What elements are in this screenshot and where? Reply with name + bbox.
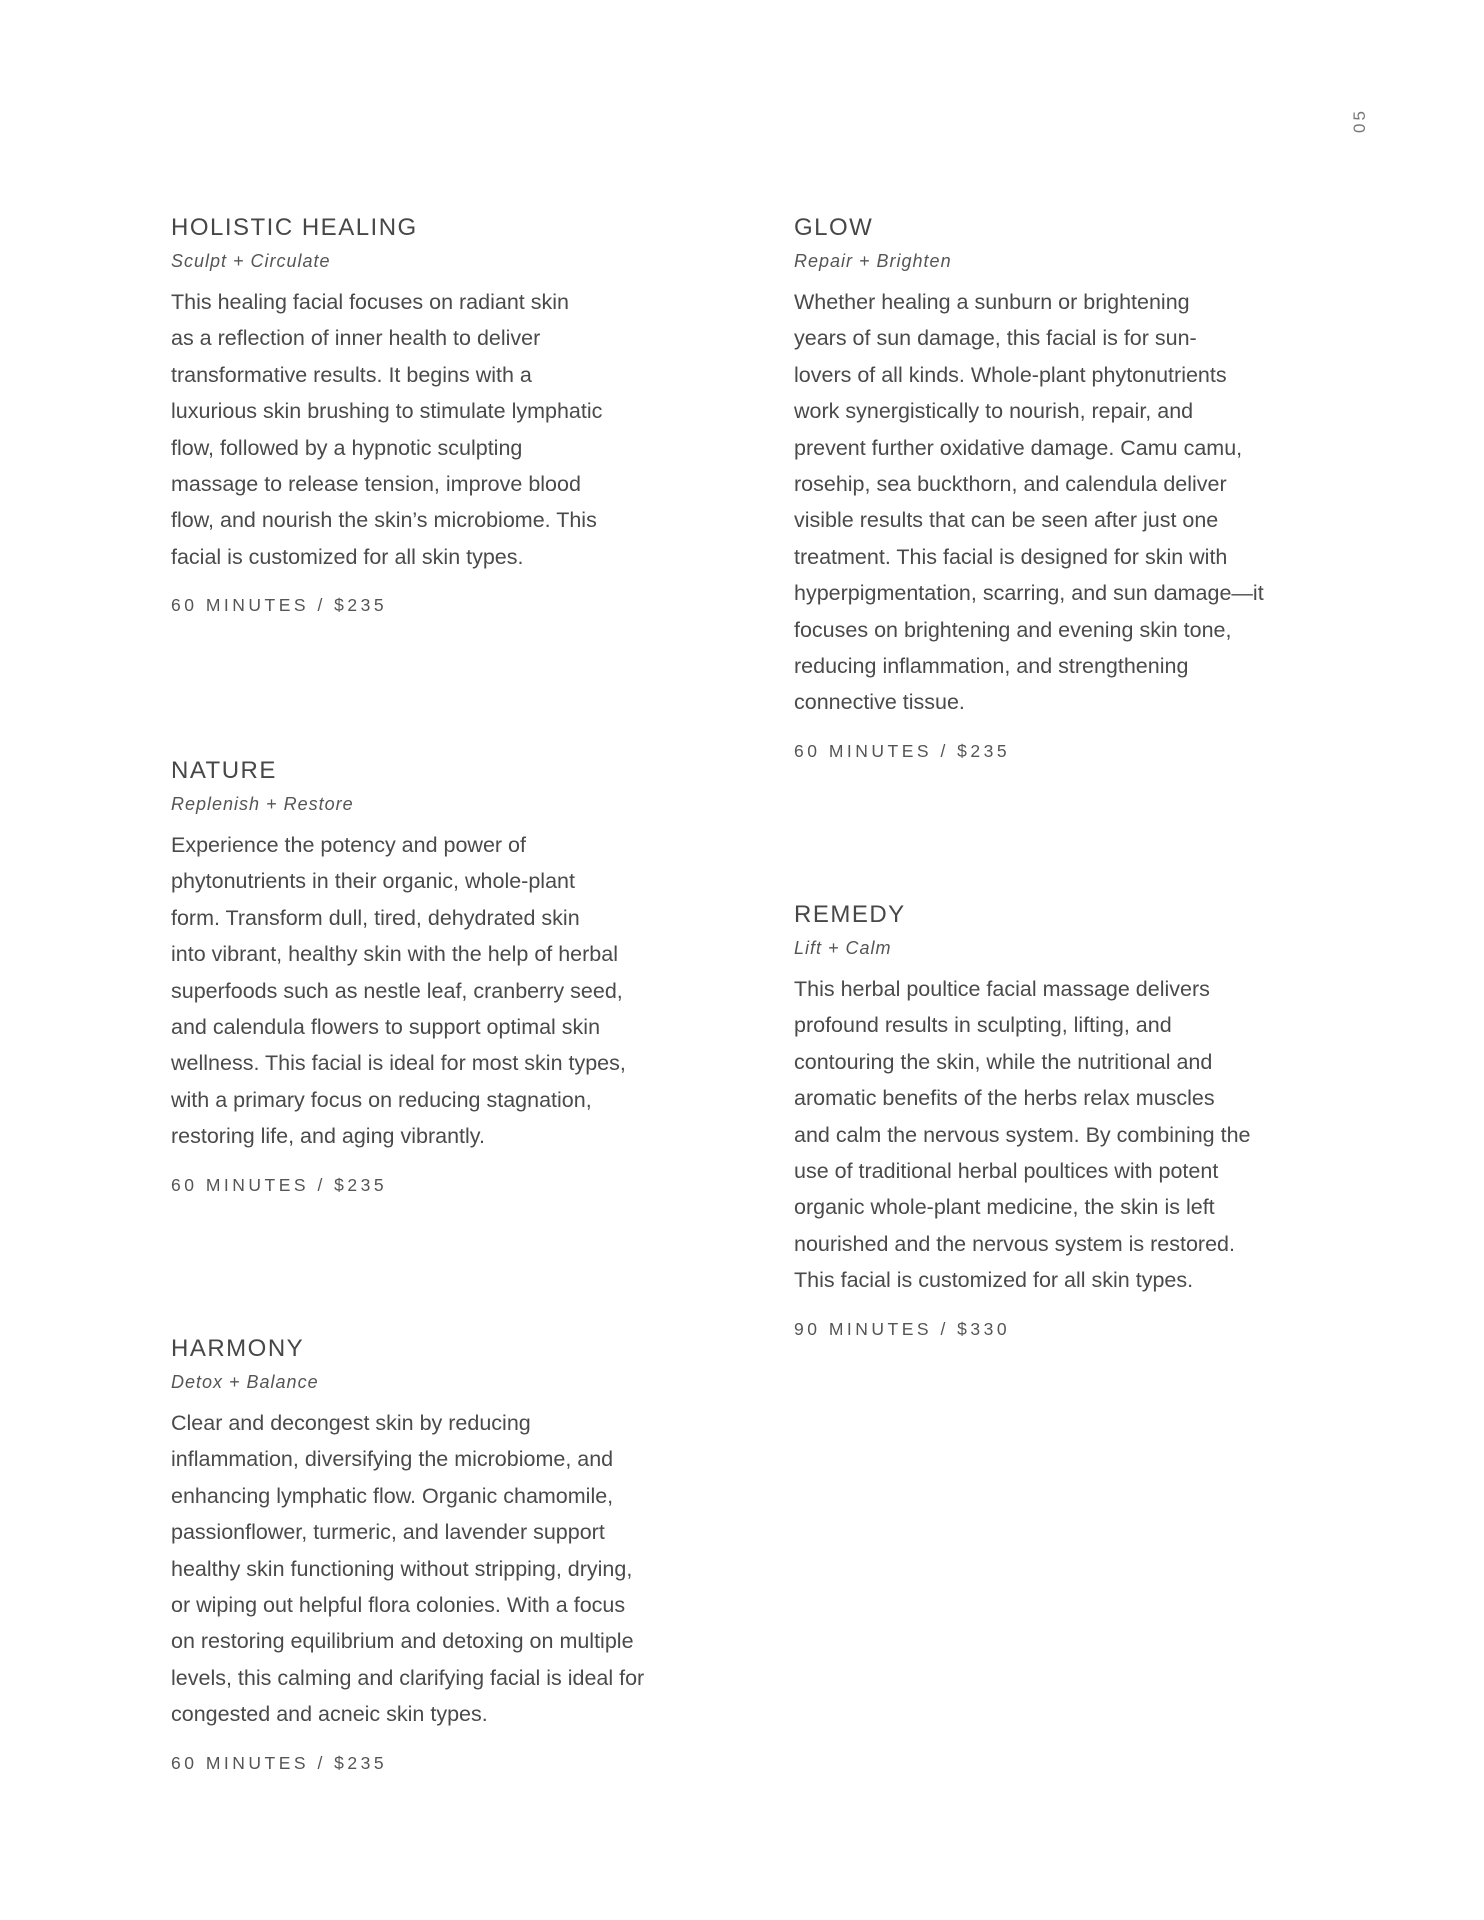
description-line: hyperpigmentation, scarring, and sun damage—it	[794, 581, 1264, 606]
service-title: HOLISTIC HEALING	[171, 214, 418, 241]
description-line: levels, this calming and clarifying facial is ideal for	[171, 1665, 645, 1690]
service-remedy	[794, 900, 1354, 1341]
description-line: Whether healing a sunburn or brightening	[794, 290, 1190, 314]
service-description	[794, 971, 1354, 1299]
service-glow	[794, 213, 1354, 763]
description-line: as a reflection of inner health to deliver	[171, 326, 541, 351]
service-subtitle: Replenish + Restore	[171, 794, 354, 814]
description-line: with a primary focus on reducing stagnation,	[171, 1087, 592, 1112]
description-line: connective tissue.	[794, 690, 965, 715]
description-line: reducing inflammation, and strengthening	[794, 654, 1189, 679]
description-line: use of traditional herbal poultices with potent	[794, 1159, 1219, 1184]
description-line: luxurious skin brushing to stimulate lymphatic	[171, 399, 603, 424]
service-subtitle: Detox + Balance	[171, 1372, 319, 1392]
service-subtitle: Sculpt + Circulate	[171, 251, 331, 271]
service-price: 60 MINUTES / $235	[171, 1174, 388, 1195]
description-line: work synergistically to nourish, repair, and	[794, 399, 1194, 424]
service-price: 60 MINUTES / $235	[794, 740, 1011, 761]
description-line: enhancing lymphatic flow. Organic chamomile,	[171, 1483, 614, 1508]
description-line: on restoring equilibrium and detoxing on multiple	[171, 1629, 634, 1654]
description-line: This herbal poultice facial massage delivers	[794, 977, 1210, 1001]
service-holistic-healing	[171, 213, 731, 617]
description-line: and calendula flowers to support optimal skin	[171, 1015, 601, 1040]
description-line: Experience the potency and power of	[171, 833, 526, 857]
description-line: superfoods such as nestle leaf, cranberry seed,	[171, 978, 623, 1003]
description-line: healthy skin functioning without stripping, drying,	[171, 1556, 633, 1581]
description-line: transformative results. It begins with a	[171, 362, 532, 387]
service-description	[171, 1405, 731, 1733]
description-line: inflammation, diversifying the microbiome, and	[171, 1447, 614, 1472]
page-number: 05	[1350, 108, 1369, 133]
description-line: years of sun damage, this facial is for sun-	[794, 326, 1197, 351]
description-line: nourished and the nervous system is restored.	[794, 1231, 1235, 1256]
service-subtitle: Repair + Brighten	[794, 251, 952, 271]
service-price: 60 MINUTES / $235	[171, 1752, 388, 1773]
service-description	[794, 284, 1354, 721]
description-line: massage to release tension, improve blood	[171, 472, 581, 497]
service-description	[171, 284, 731, 575]
service-price: 90 MINUTES / $330	[794, 1318, 1011, 1339]
description-line: profound results in sculpting, lifting, and	[794, 1013, 1172, 1038]
service-title: HARMONY	[171, 1335, 305, 1362]
description-line: restoring life, and aging vibrantly.	[171, 1124, 485, 1149]
description-line: visible results that can be seen after just one	[794, 508, 1219, 533]
description-line: facial is customized for all skin types.	[171, 544, 524, 569]
description-line: lovers of all kinds. Whole-plant phytonutrients	[794, 362, 1227, 387]
description-line: flow, followed by a hypnotic sculpting	[171, 435, 523, 460]
description-line: aromatic benefits of the herbs relax muscles	[794, 1086, 1215, 1111]
description-line: form. Transform dull, tired, dehydrated skin	[171, 905, 580, 930]
description-line: This healing facial focuses on radiant skin	[171, 290, 569, 314]
service-price: 60 MINUTES / $235	[171, 595, 388, 616]
description-line: flow, and nourish the skin’s microbiome. This	[171, 508, 597, 533]
description-line: congested and acneic skin types.	[171, 1702, 488, 1727]
service-nature	[171, 756, 731, 1197]
description-line: contouring the skin, while the nutritional and	[794, 1049, 1213, 1074]
description-line: Clear and decongest skin by reducing	[171, 1411, 531, 1435]
service-title: REMEDY	[794, 901, 906, 928]
description-line: focuses on brightening and evening skin tone,	[794, 617, 1232, 642]
description-line: rosehip, sea buckthorn, and calendula deliver	[794, 472, 1227, 497]
service-subtitle: Lift + Calm	[794, 938, 892, 958]
description-line: and calm the nervous system. By combining the	[794, 1122, 1251, 1147]
description-line: treatment. This facial is designed for skin with	[794, 544, 1228, 569]
description-line: or wiping out helpful flora colonies. With a focus	[171, 1593, 626, 1618]
description-line: prevent further oxidative damage. Camu camu,	[794, 435, 1243, 460]
description-line: wellness. This facial is ideal for most skin types,	[171, 1051, 626, 1076]
description-line: passionflower, turmeric, and lavender support	[171, 1520, 605, 1545]
description-line: This facial is customized for all skin types.	[794, 1268, 1194, 1293]
service-harmony	[171, 1334, 731, 1775]
service-description	[171, 827, 731, 1155]
description-line: organic whole-plant medicine, the skin is left	[794, 1195, 1215, 1220]
description-line: into vibrant, healthy skin with the help of herbal	[171, 942, 618, 967]
service-title: GLOW	[794, 214, 874, 241]
service-title: NATURE	[171, 757, 277, 784]
description-line: phytonutrients in their organic, whole-plant	[171, 869, 575, 894]
